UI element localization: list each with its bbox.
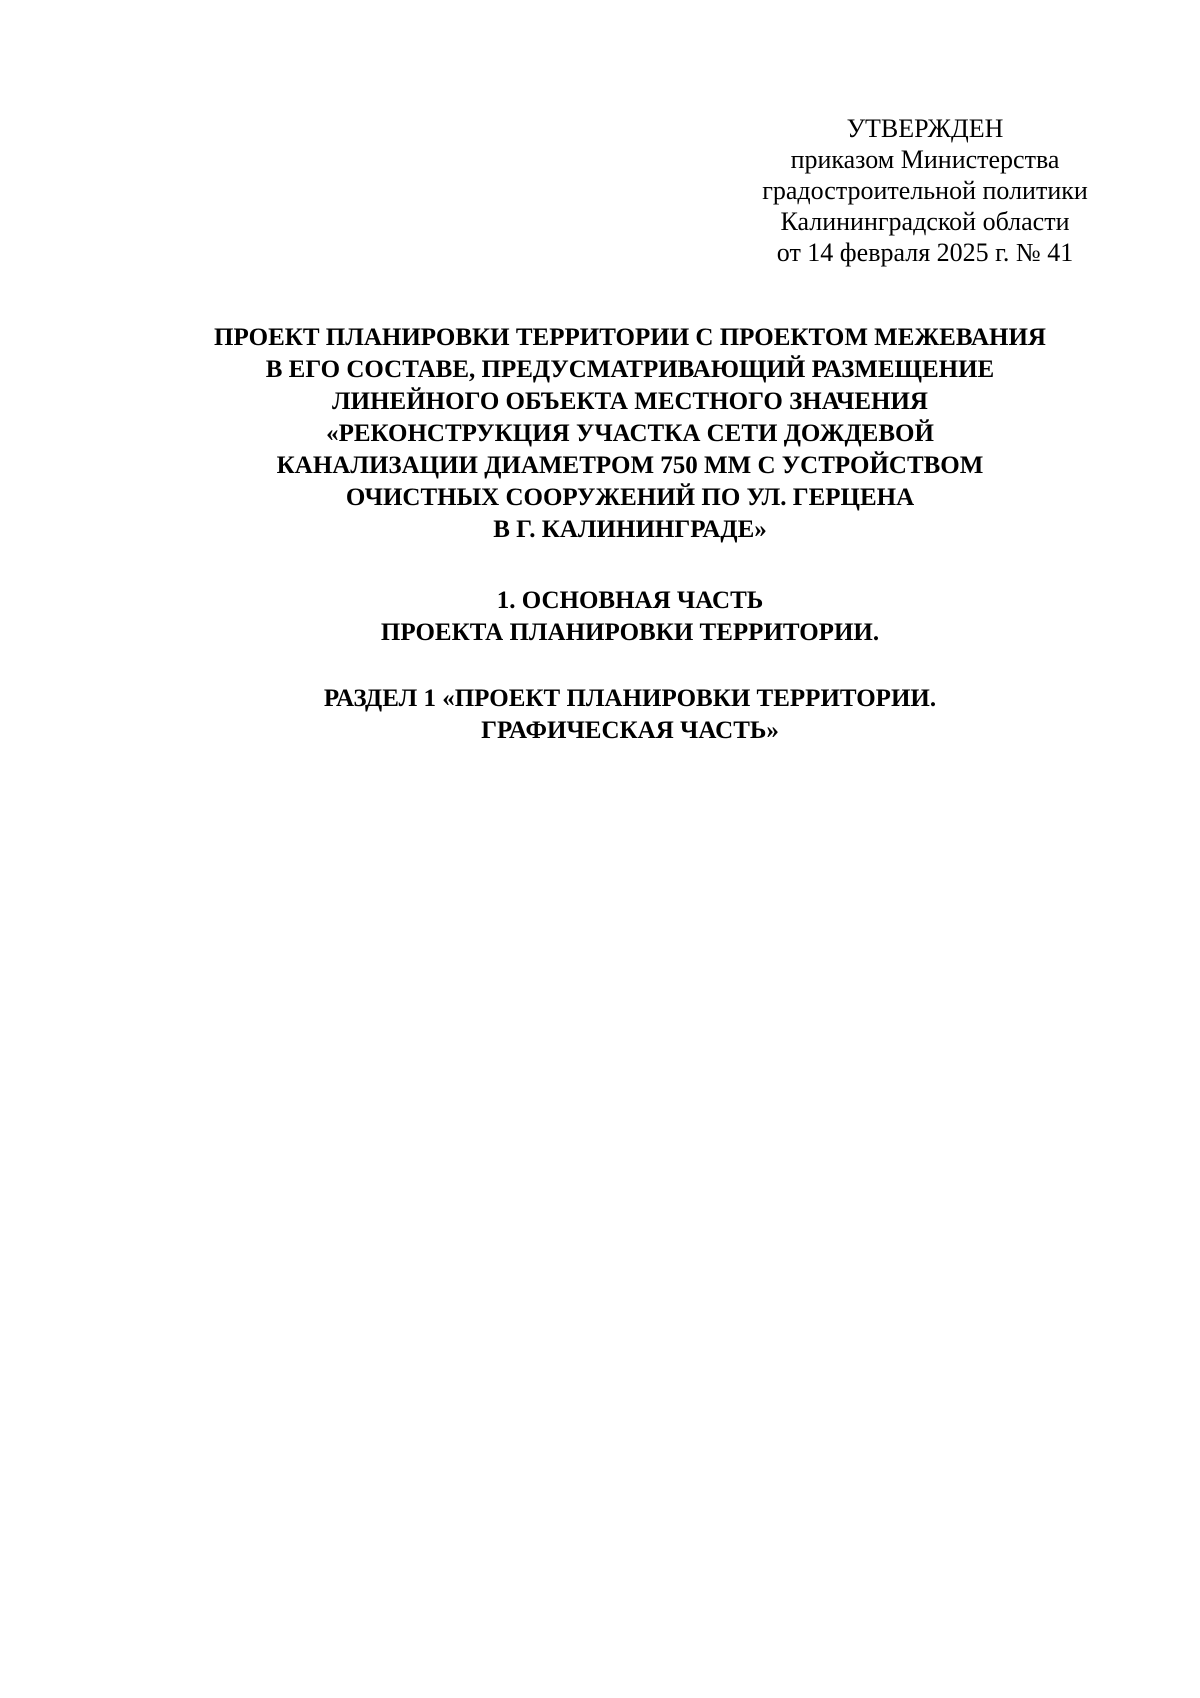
approval-line: от 14 февраля 2025 г. № 41 <box>776 238 1074 267</box>
approval-line: УТВЕРЖДЕН <box>846 114 1004 143</box>
title-line: «РЕКОНСТРУКЦИЯ УЧАСТКА СЕТИ ДОЖДЕВОЙ <box>326 420 934 447</box>
section-heading <box>150 585 1110 649</box>
subsection-heading <box>150 683 1110 747</box>
subsection-heading-line: ГРАФИЧЕСКАЯ ЧАСТЬ» <box>481 717 779 744</box>
title-line: В ЕГО СОСТАВЕ, ПРЕДУСМАТРИВАЮЩИЙ РАЗМЕЩЕНИЕ <box>265 356 995 383</box>
approval-line: градостроительной политики <box>762 176 1088 205</box>
title-line: ЛИНЕЙНОГО ОБЪЕКТА МЕСТНОГО ЗНАЧЕНИЯ <box>332 388 928 415</box>
document-title <box>150 322 1110 546</box>
title-line: В Г. КАЛИНИНГРАДЕ» <box>493 516 767 543</box>
section-heading-line: 1. ОСНОВНАЯ ЧАСТЬ <box>496 587 764 614</box>
approval-line: Калининградской области <box>780 207 1070 236</box>
approval-line: приказом Министерства <box>790 145 1060 174</box>
subsection-heading-line: РАЗДЕЛ 1 «ПРОЕКТ ПЛАНИРОВКИ ТЕРРИТОРИИ. <box>323 685 937 712</box>
section-heading-line: ПРОЕКТА ПЛАНИРОВКИ ТЕРРИТОРИИ. <box>380 619 880 646</box>
title-line: ПРОЕКТ ПЛАНИРОВКИ ТЕРРИТОРИИ С ПРОЕКТОМ МЕЖЕВАНИЯ <box>214 324 1046 351</box>
title-line: ОЧИСТНЫХ СООРУЖЕНИЙ ПО УЛ. ГЕРЦЕНА <box>345 484 915 511</box>
title-line: КАНАЛИЗАЦИИ ДИАМЕТРОМ 750 ММ С УСТРОЙСТВОМ <box>276 452 984 479</box>
approval-stamp <box>700 113 1150 268</box>
